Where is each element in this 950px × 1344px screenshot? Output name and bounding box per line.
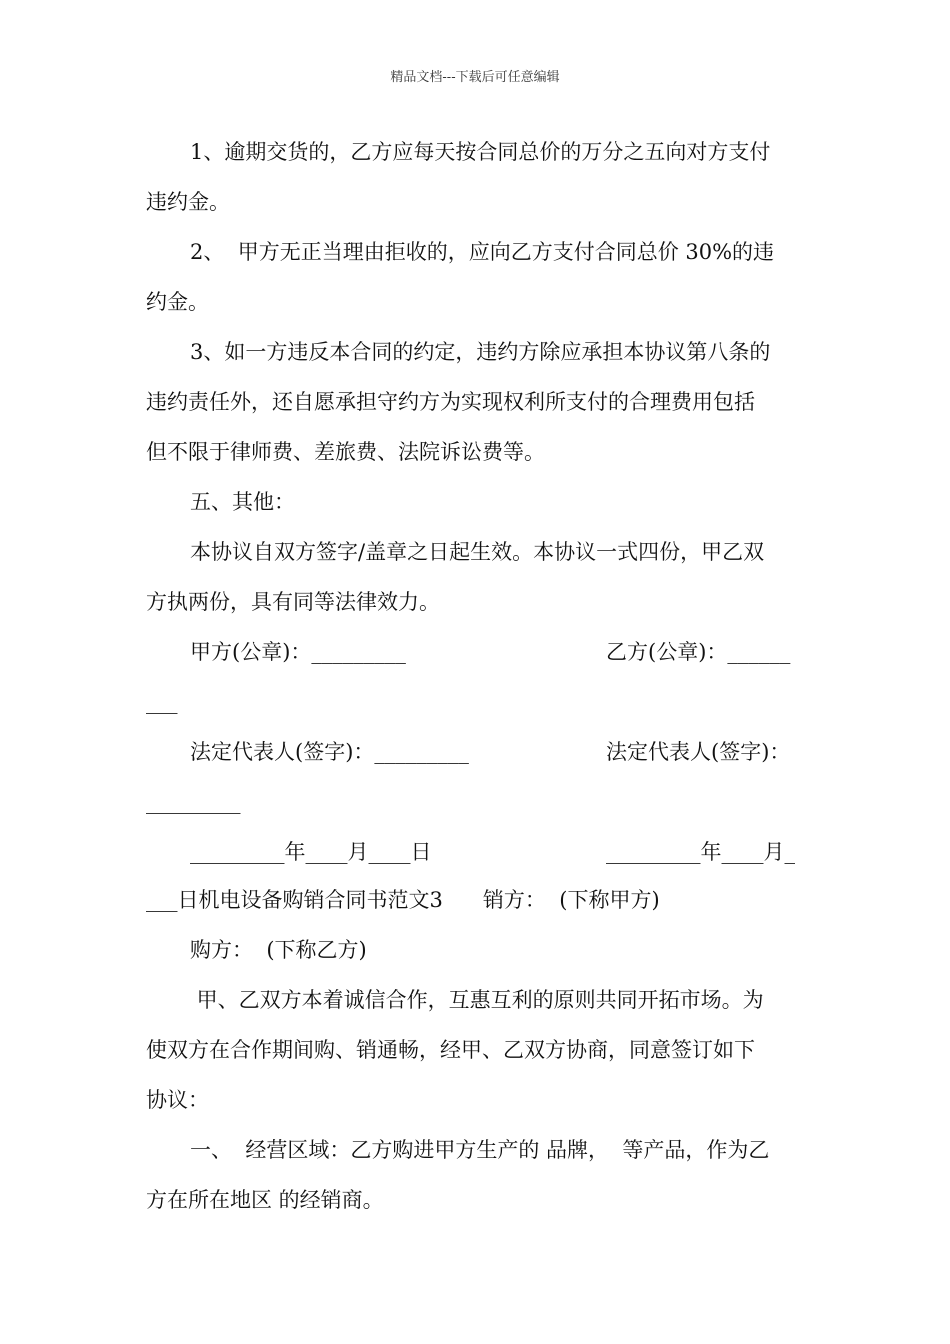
preamble-line-3: 协议： bbox=[146, 1088, 209, 1112]
party-b-representative-cont: _________ bbox=[146, 790, 241, 814]
clause-3-line-1: 3、如一方违反本合同的约定，违约方除应承担本协议第八条的 bbox=[190, 340, 771, 364]
party-a-seal: 甲方(公章)：_________ bbox=[190, 640, 406, 664]
preamble-line-2: 使双方在合作期间购、销通畅，经甲、乙双方协商，同意签订如下 bbox=[146, 1038, 755, 1062]
clause-1-line-2: 违约金。 bbox=[146, 190, 230, 214]
section-heading-other: 五、其他： bbox=[190, 490, 295, 514]
party-b-date: _________年____月_ bbox=[606, 840, 795, 864]
clause-1-line-1: 1、逾期交货的，乙方应每天按合同总价的万分之五向对方支付 bbox=[190, 140, 771, 164]
clause-region-line-1: 一、 经营区域：乙方购进甲方生产的 品牌， 等产品，作为乙 bbox=[190, 1138, 770, 1162]
clause-3-line-2: 违约责任外，还自愿承担守约方为实现权利所支付的合理费用包括 bbox=[146, 390, 755, 414]
clause-2-line-2: 约金。 bbox=[146, 290, 209, 314]
page-header: 精品文档---下载后可任意编辑 bbox=[390, 70, 560, 85]
party-b-seal: 乙方(公章)：______ bbox=[606, 640, 791, 664]
party-b-representative: 法定代表人(签字)： bbox=[606, 740, 791, 764]
preamble-line-1: 甲、乙双方本着诚信合作，互惠互利的原则共同开拓市场。为 bbox=[190, 988, 764, 1012]
new-contract-title-line: ___日机电设备购销合同书范文3 销方： (下称甲方) bbox=[146, 888, 660, 912]
party-a-date: _________年____月____日 bbox=[190, 840, 432, 864]
buyer-line: 购方： (下称乙方) bbox=[190, 938, 367, 962]
clause-3-line-3: 但不限于律师费、差旅费、法院诉讼费等。 bbox=[146, 440, 545, 464]
effect-line-2: 方执两份，具有同等法律效力。 bbox=[146, 590, 440, 614]
clause-region-line-2: 方在所在地区 的经销商。 bbox=[146, 1188, 384, 1212]
party-b-seal-cont: ___ bbox=[146, 690, 178, 714]
effect-line-1: 本协议自双方签字/盖章之日起生效。本协议一式四份，甲乙双 bbox=[190, 540, 765, 564]
party-a-representative: 法定代表人(签字)：_________ bbox=[190, 740, 469, 764]
clause-2-line-1: 2、 甲方无正当理由拒收的，应向乙方支付合同总价 30%的违 bbox=[190, 240, 775, 264]
